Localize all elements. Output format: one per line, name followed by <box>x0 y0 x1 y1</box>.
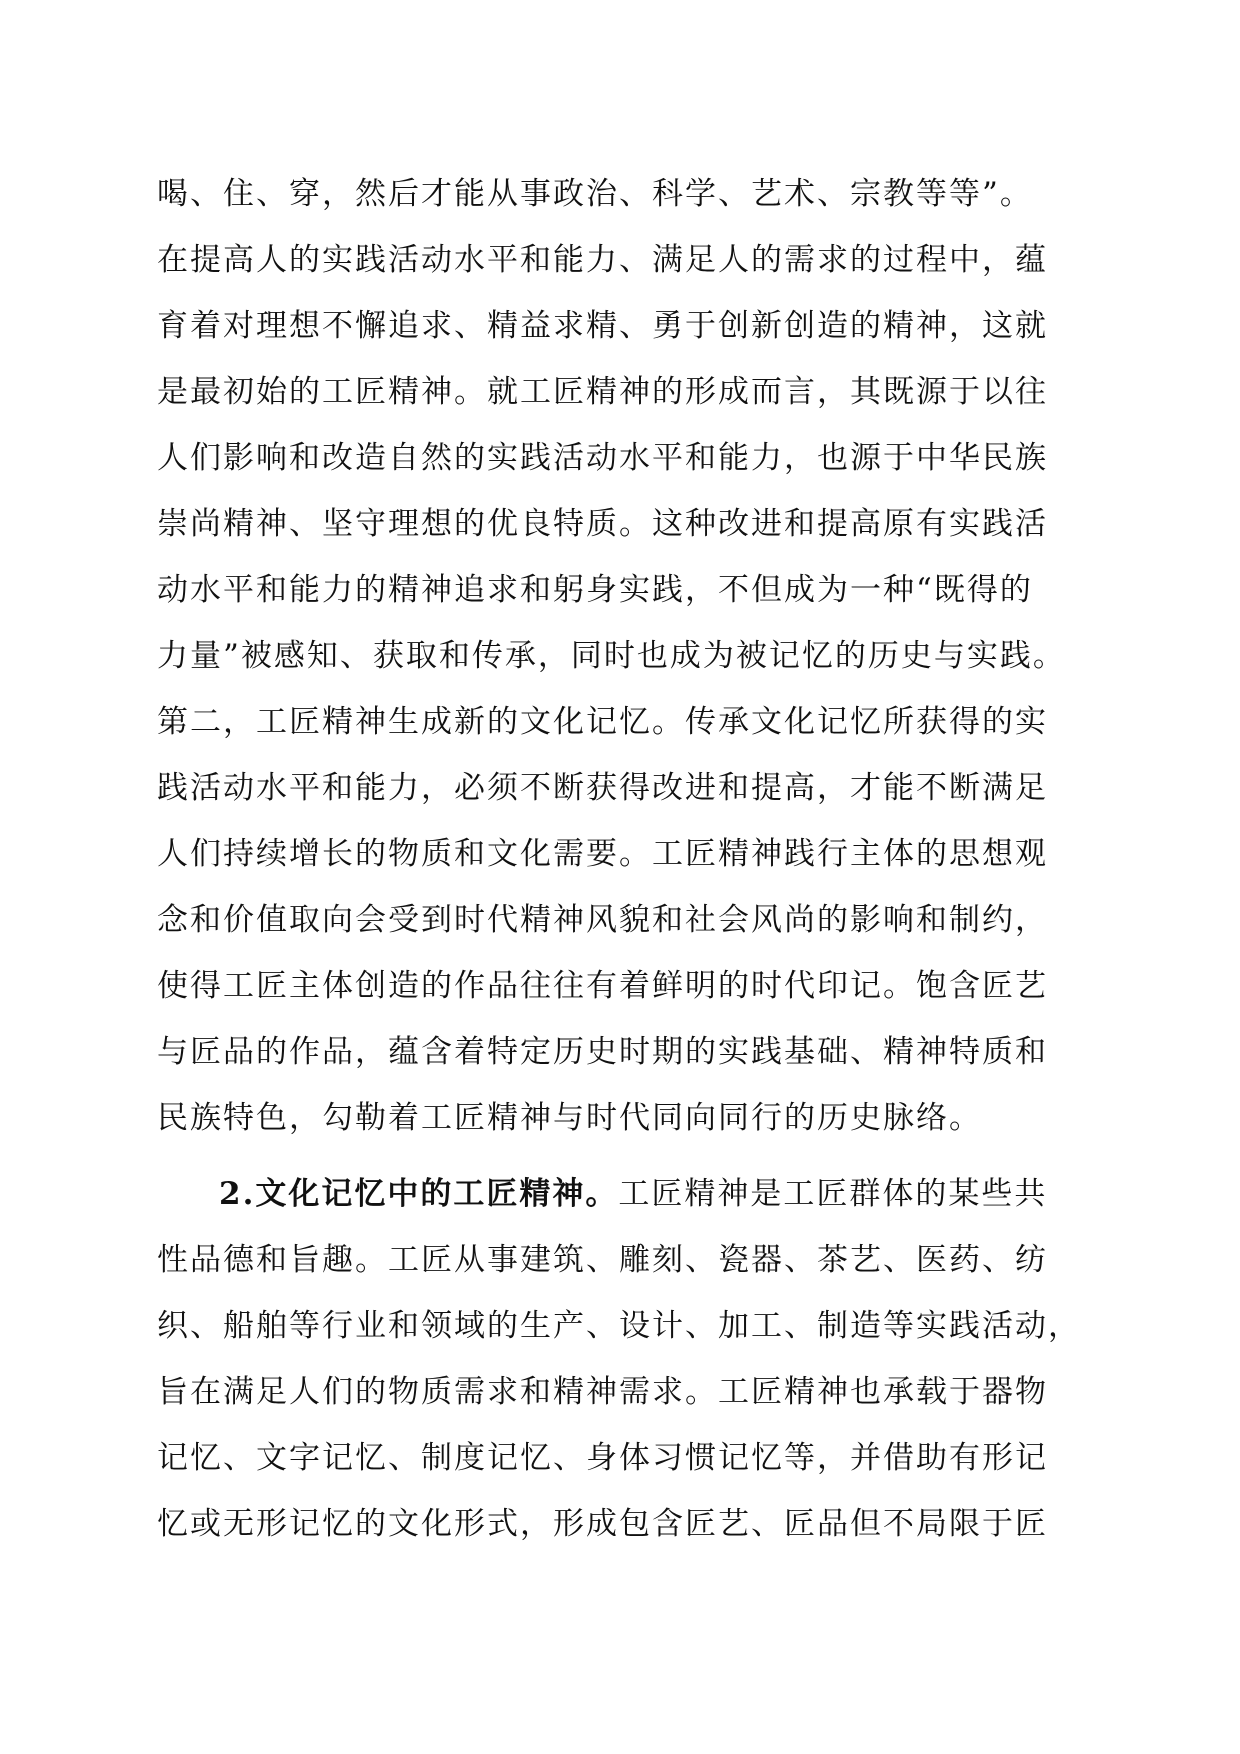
paragraph-1-line-15: 民族特色，勾勒着工匠精神与时代同向同行的历史脉络。 <box>157 1100 982 1136</box>
paragraph-1-line-3: 育着对理想不懈追求、精益求精、勇于创新创造的精神，这就 <box>157 308 1048 344</box>
paragraph-2-line-1-text: 工匠精神是工匠群体的某些共 <box>618 1176 1048 1212</box>
paragraph-1-line-13: 使得工匠主体创造的作品往往有着鲜明的时代印记。饱含匠艺 <box>157 968 1048 1004</box>
paragraph-gap <box>157 1151 1087 1161</box>
paragraph-1-line-10: 践活动水平和能力，必须不断获得改进和提高，才能不断满足 <box>157 770 1048 806</box>
paragraph-1-line-12: 念和价值取向会受到时代精神风貌和社会风尚的影响和制约， <box>157 902 1048 938</box>
paragraph-1-line-8: 力量”被感知、获取和传承，同时也成为被记忆的历史与实践。 <box>157 638 1066 674</box>
paragraph-1-line-6: 崇尚精神、坚守理想的优良特质。这种改进和提高原有实践活 <box>157 506 1048 542</box>
body-text <box>157 161 1087 1557</box>
paragraph-2-line-5: 记忆、文字记忆、制度记忆、身体习惯记忆等，并借助有形记 <box>157 1440 1048 1476</box>
paragraph-2-line-2: 性品德和旨趣。工匠从事建筑、雕刻、瓷器、茶艺、医药、纺 <box>157 1242 1048 1278</box>
paragraph-2-line-1 <box>157 1161 1087 1227</box>
section-heading: 2.文化记忆中的工匠精神。 <box>219 1176 619 1212</box>
paragraph-2-line-3: 织、船舶等行业和领域的生产、设计、加工、制造等实践活动， <box>157 1308 1081 1344</box>
paragraph-1-line-9: 第二，工匠精神生成新的文化记忆。传承文化记忆所获得的实 <box>157 704 1048 740</box>
paragraph-2-line-4: 旨在满足人们的物质需求和精神需求。工匠精神也承载于器物 <box>157 1374 1048 1410</box>
paragraph-1-line-2: 在提高人的实践活动水平和能力、满足人的需求的过程中，蕴 <box>157 242 1048 278</box>
paragraph-1-line-14: 与匠品的作品，蕴含着特定历史时期的实践基础、精神特质和 <box>157 1034 1048 1070</box>
paragraph-1-line-7: 动水平和能力的精神追求和躬身实践，不但成为一种“既得的 <box>157 572 1033 608</box>
paragraph-2-line-6: 忆或无形记忆的文化形式，形成包含匠艺、匠品但不局限于匠 <box>157 1506 1048 1542</box>
paragraph-1-line-11: 人们持续增长的物质和文化需要。工匠精神践行主体的思想观 <box>157 836 1048 872</box>
paragraph-1-line-4: 是最初始的工匠精神。就工匠精神的形成而言，其既源于以往 <box>157 374 1048 410</box>
paragraph-1-line-1: 喝、住、穿，然后才能从事政治、科学、艺术、宗教等等”。 <box>157 176 1033 212</box>
paragraph-1-line-5: 人们影响和改造自然的实践活动水平和能力，也源于中华民族 <box>157 440 1048 476</box>
